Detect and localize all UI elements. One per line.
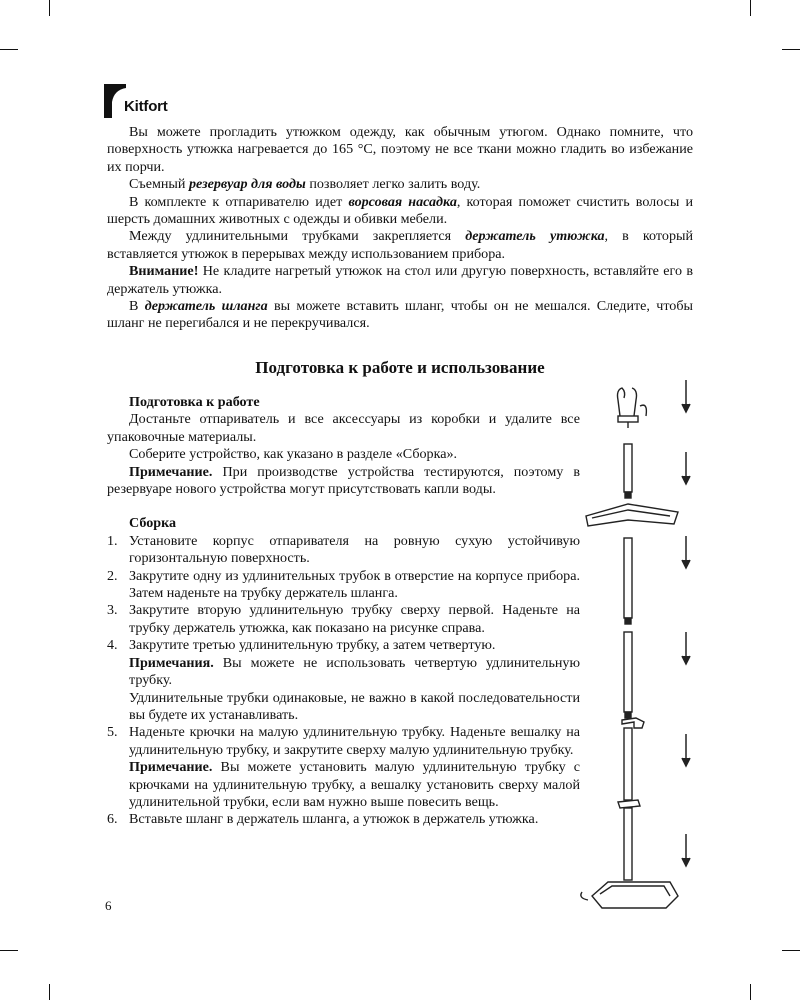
brand-logo bbox=[104, 84, 168, 118]
intro-text bbox=[107, 124, 693, 333]
term-water-tank: резервуар для воды bbox=[188, 176, 306, 193]
page-number: 6 bbox=[105, 898, 112, 913]
extension-tube-icon bbox=[624, 538, 632, 618]
kitfort-logo-icon bbox=[104, 84, 126, 118]
arrow-down-icon bbox=[682, 536, 690, 568]
crop-mark bbox=[49, 0, 50, 16]
iron-holder-icon bbox=[622, 718, 644, 728]
term-lint-brush: ворсовая насадка bbox=[348, 193, 457, 210]
arrow-down-icon bbox=[682, 734, 690, 766]
list-item: 5. Наденьте крючки на малую удлинительную трубку. Наденьте вешалку на удлинительную трубку, и закрутите сверху малую удлинительную трубку. Примечание. Вы можете установить малую удлинительную трубку с крючками на удлинительную трубку, а вешалку установить сверху малой удлинительной трубки, если вам нужно выше повесить вещь. bbox=[107, 724, 580, 810]
warning-label: Внимание! bbox=[129, 263, 199, 280]
step-note: Примечания. Вы можете не использовать четвертую удлинительную трубку. bbox=[129, 654, 580, 689]
list-item: 4. Закрутите третью удлинительную трубку, а затем четвертую. Примечания. Вы можете не использовать четвертую удлинительную трубку. Удлинительные трубки одинаковые, не важно в какой последовательности вы будете их устанавливать. bbox=[107, 637, 580, 723]
crop-mark bbox=[49, 984, 50, 1000]
small-tube-icon bbox=[624, 444, 632, 492]
list-item: 2. Закрутите одну из удлинительных трубок в отверстие на корпусе прибора. Затем наденьте на трубку держатель шланга. bbox=[107, 567, 580, 602]
hanger-icon bbox=[586, 504, 678, 526]
assembly-steps bbox=[107, 533, 580, 829]
arrow-down-icon bbox=[682, 632, 690, 664]
list-item: 1. Установите корпус отпаривателя на ровную сухую устойчивую горизонтальную поверхность. bbox=[107, 532, 580, 567]
assembly-heading: Сборка bbox=[129, 515, 177, 532]
brand-name: Kitfort bbox=[124, 98, 168, 115]
intro-paragraph: Съемный резервуар для воды позволяет легко залить воду. bbox=[129, 176, 481, 193]
prep-paragraph: Достаньте отпариватель и все аксессуары из коробки и удалите все упаковочные материалы. bbox=[107, 411, 580, 445]
crop-mark bbox=[782, 49, 800, 50]
step-note: Удлинительные трубки одинаковые, не важно в какой последовательности вы будете их устанавливать. bbox=[129, 689, 580, 723]
list-item: 6. Вставьте шланг в держатель шланга, а утюжок в держатель утюжка. bbox=[107, 811, 539, 828]
assembly-illustration bbox=[578, 376, 700, 916]
term-iron-holder: держатель утюжка bbox=[465, 228, 605, 245]
warning-paragraph: Внимание! Не кладите нагретый утюжок на стол или другую поверхность, вставляйте его в держатель утюжка. bbox=[107, 263, 693, 297]
intro-paragraph: В комплекте к отпаривателю идет ворсовая насадка, которая поможет счистить волосы и шерсть домашних животных с одежды и обивки мебели. bbox=[107, 193, 694, 228]
intro-paragraph: Между удлинительными трубками закрепляется держатель утюжка, в который вставляется утюжок в перерывах между использованием прибора. bbox=[107, 228, 693, 262]
term-hose-holder: держатель шланга bbox=[144, 298, 268, 315]
crop-mark bbox=[750, 0, 751, 16]
instructions-column bbox=[107, 394, 580, 829]
prep-note: Примечание. При производстве устройства тестируются, поэтому в резервуаре нового устройства могут присутствовать капли воды. bbox=[107, 463, 580, 498]
extension-tube-icon bbox=[624, 728, 632, 800]
crop-mark bbox=[0, 950, 18, 951]
prep-heading: Подготовка к работе bbox=[129, 394, 260, 410]
extension-tube-icon bbox=[624, 808, 632, 880]
intro-paragraph: В держатель шланга вы можете вставить шланг, чтобы он не мешался. Следите, чтобы шланг не перегибался и не перекручивался. bbox=[107, 298, 693, 332]
hose-holder-icon bbox=[618, 800, 640, 808]
arrow-down-icon bbox=[682, 452, 690, 484]
step-note: Примечание. Вы можете установить малую удлинительную трубку с крючками на удлинительную трубку, а вешалку установить сверху малой удлинительной трубки, если вам нужно выше повесить вещь. bbox=[129, 759, 580, 810]
intro-paragraph: Вы можете прогладить утюжком одежду, как обычным утюгом. Однако помните, что поверхность утюжка нагревается до 165 °С, поэтому не все ткани можно гладить во избежание их порчи. bbox=[107, 124, 693, 175]
list-item: 3. Закрутите вторую удлинительную трубку сверху первой. Наденьте на трубку держатель утюжка, как показано на рисунке справа. bbox=[107, 602, 580, 636]
crop-mark bbox=[782, 950, 800, 951]
arrow-down-icon bbox=[682, 380, 690, 412]
crop-mark bbox=[0, 49, 18, 50]
section-title: Подготовка к работе и использование bbox=[255, 358, 545, 377]
extension-tube-icon bbox=[624, 632, 632, 712]
hooks-icon bbox=[618, 388, 647, 422]
arrow-down-icon bbox=[682, 834, 690, 866]
crop-mark bbox=[750, 984, 751, 1000]
prep-paragraph: Соберите устройство, как указано в разделе «Сборка». bbox=[129, 446, 458, 463]
steamer-base-icon bbox=[581, 882, 678, 908]
